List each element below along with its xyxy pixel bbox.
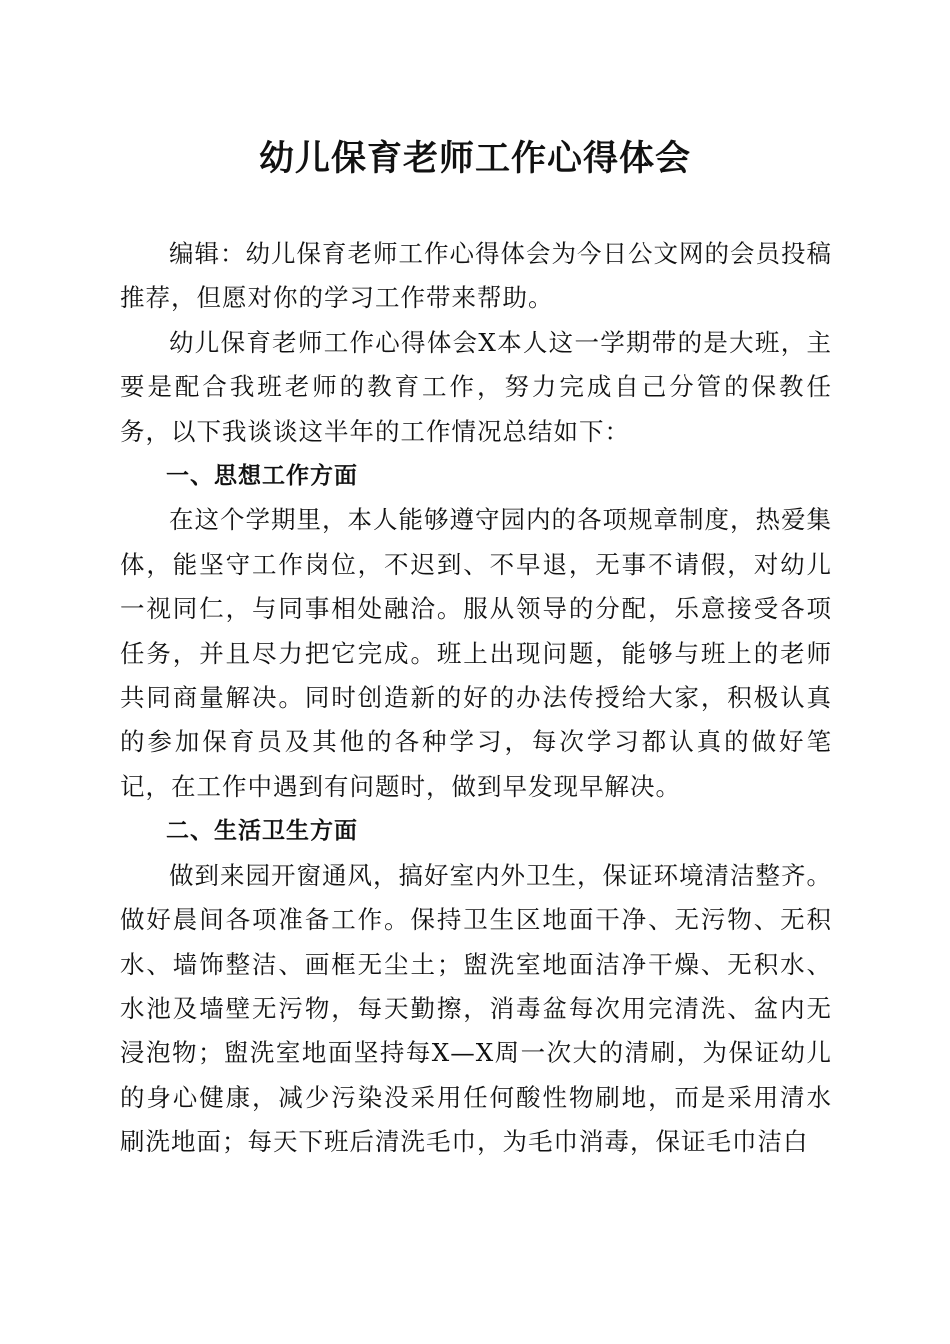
paragraph-hygiene: 做到来园开窗通风，搞好室内外卫生，保证环境清洁整齐。做好晨间各项准备工作。保持卫生区地面干净、无污物、无积水、墙饰整洁、画框无尘土；盥洗室地面洁净干燥、无积水、水池及墙壁无污物，每天勤擦，消毒盆每次用完清洗、盆内无浸泡物；盥洗室地面坚持每X—X周一次大的清刷，为保证幼儿的身心健康，减少污染没采用任何酸性物刷地，而是采用清水刷洗地面；每天下班后清洗毛巾，为毛巾消毒，保证毛巾洁白 [120, 860, 832, 1157]
page-title: 幼儿保育老师工作心得体会 [258, 138, 691, 179]
paragraph-editor-note: 编辑：幼儿保育老师工作心得体会为今日公文网的会员投稿推荐，但愿对你的学习工作带来帮助。 [120, 239, 832, 313]
paragraph-intro: 幼儿保育老师工作心得体会X本人这一学期带的是大班，主要是配合我班老师的教育工作，努力完成自己分管的保教任务，以下我谈谈这半年的工作情况总结如下： [120, 327, 832, 446]
section-heading-hygiene: 二、生活卫生方面 [166, 818, 358, 845]
document-body [120, 232, 832, 1165]
paragraph-thought-work: 在这个学期里，本人能够遵守园内的各项规章制度，热爱集体，能坚守工作岗位，不迟到、不早退，无事不请假，对幼儿一视同仁，与同事相处融洽。服从领导的分配，乐意接受各项任务，并且尽力把它完成。班上出现问题，能够与班上的老师共同商量解决。同时创造新的好的办法传授给大家，积极认真的参加保育员及其他的各种学习，每次学习都认真的做好笔记，在工作中遇到有问题时，做到早发现早解决。 [120, 505, 832, 801]
section-heading-thought-work: 一、思想工作方面 [166, 463, 358, 490]
